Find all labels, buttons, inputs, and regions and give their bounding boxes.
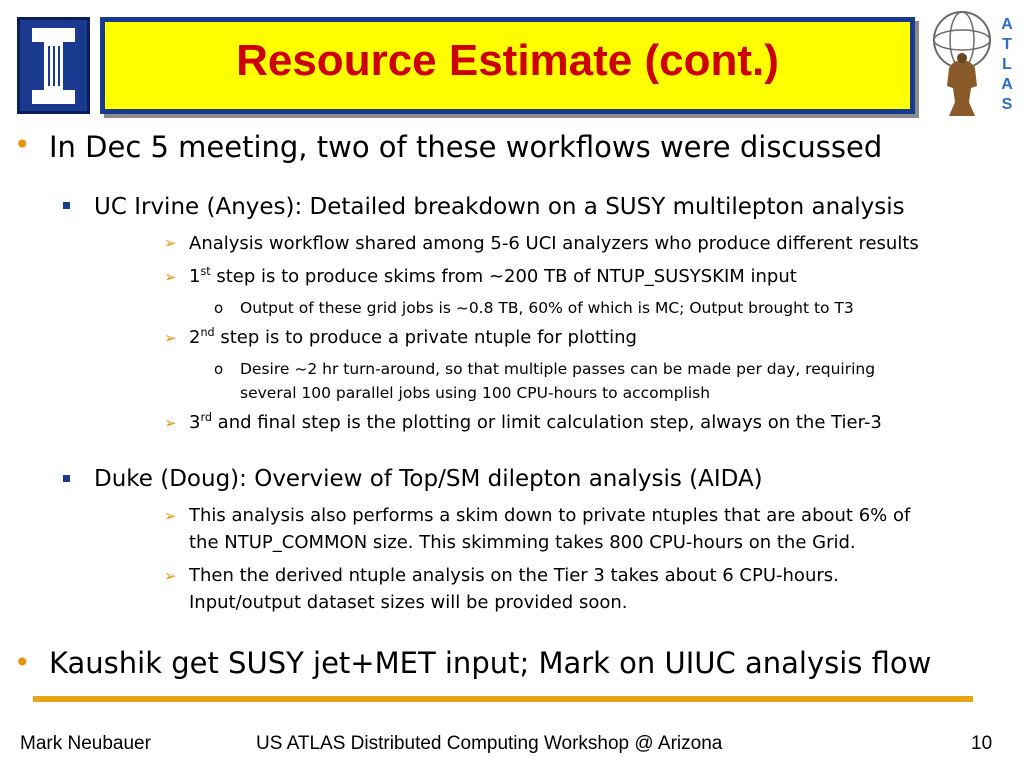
arrow-bullet-icon: ➢	[164, 414, 177, 432]
list-item-continuation: Input/output dataset sizes will be provided soon.	[189, 592, 628, 613]
atlas-letter: S	[1001, 96, 1013, 113]
square-bullet-icon	[63, 475, 70, 482]
bullet-text: In Dec 5 meeting, two of these workflows were discussed	[49, 130, 883, 164]
arrow-bullet-icon: ➢	[164, 329, 177, 347]
sub-item: Desire ~2 hr turn-around, so that multiple passes can be made per day, requiring	[240, 360, 876, 378]
atlas-letter: A	[1001, 76, 1013, 93]
bullet-text: Kaushik get SUSY jet+MET input; Mark on UIUC analysis flow	[49, 646, 932, 680]
illinois-logo	[17, 17, 90, 114]
list-item: Analysis workflow shared among 5-6 UCI analyzers who produce different results	[189, 233, 919, 254]
atlas-letter: L	[1002, 56, 1012, 73]
title-box	[100, 17, 915, 114]
block-i-icon	[20, 20, 87, 111]
slide-title: Resource Estimate (cont.)	[236, 36, 779, 85]
circle-bullet-icon: o	[214, 360, 224, 378]
list-item: 2nd step is to produce a private ntuple for plotting	[189, 326, 637, 348]
bullet-dot-icon: •	[14, 128, 31, 161]
bullet-dot-icon: •	[14, 646, 31, 679]
arrow-bullet-icon: ➢	[164, 507, 177, 525]
subheading-uci: UC Irvine (Anyes): Detailed breakdown on a SUSY multilepton analysis	[94, 194, 905, 220]
footer-author: Mark Neubauer	[20, 733, 151, 754]
arrow-bullet-icon: ➢	[164, 268, 177, 286]
arrow-bullet-icon: ➢	[164, 234, 177, 252]
list-item: Then the derived ntuple analysis on the Tier 3 takes about 6 CPU-hours.	[189, 565, 839, 586]
list-item: 1st step is to produce skims from ~200 TB of NTUP_SUSYSKIM input	[189, 265, 797, 287]
footer-event: US ATLAS Distributed Computing Workshop @ Arizona	[256, 733, 723, 754]
page-number: 10	[971, 733, 993, 754]
arrow-bullet-icon: ➢	[164, 567, 177, 585]
square-bullet-icon	[63, 202, 70, 209]
atlas-letter: A	[1001, 16, 1013, 33]
list-item-continuation: the NTUP_COMMON size. This skimming takes 800 CPU-hours on the Grid.	[189, 532, 856, 553]
sub-item-continuation: several 100 parallel jobs using 100 CPU-hours to accomplish	[240, 384, 711, 402]
subheading-duke: Duke (Doug): Overview of Top/SM dilepton analysis (AIDA)	[94, 466, 763, 492]
atlas-letter: T	[1002, 36, 1012, 53]
sub-item: Output of these grid jobs is ~0.8 TB, 60% of which is MC; Output brought to T3	[240, 299, 854, 317]
circle-bullet-icon: o	[214, 299, 224, 317]
list-item: This analysis also performs a skim down to private ntuples that are about 6% of	[189, 505, 911, 526]
footer-divider	[33, 696, 973, 702]
list-item: 3rd and final step is the plotting or limit calculation step, always on the Tier-3	[189, 411, 882, 433]
